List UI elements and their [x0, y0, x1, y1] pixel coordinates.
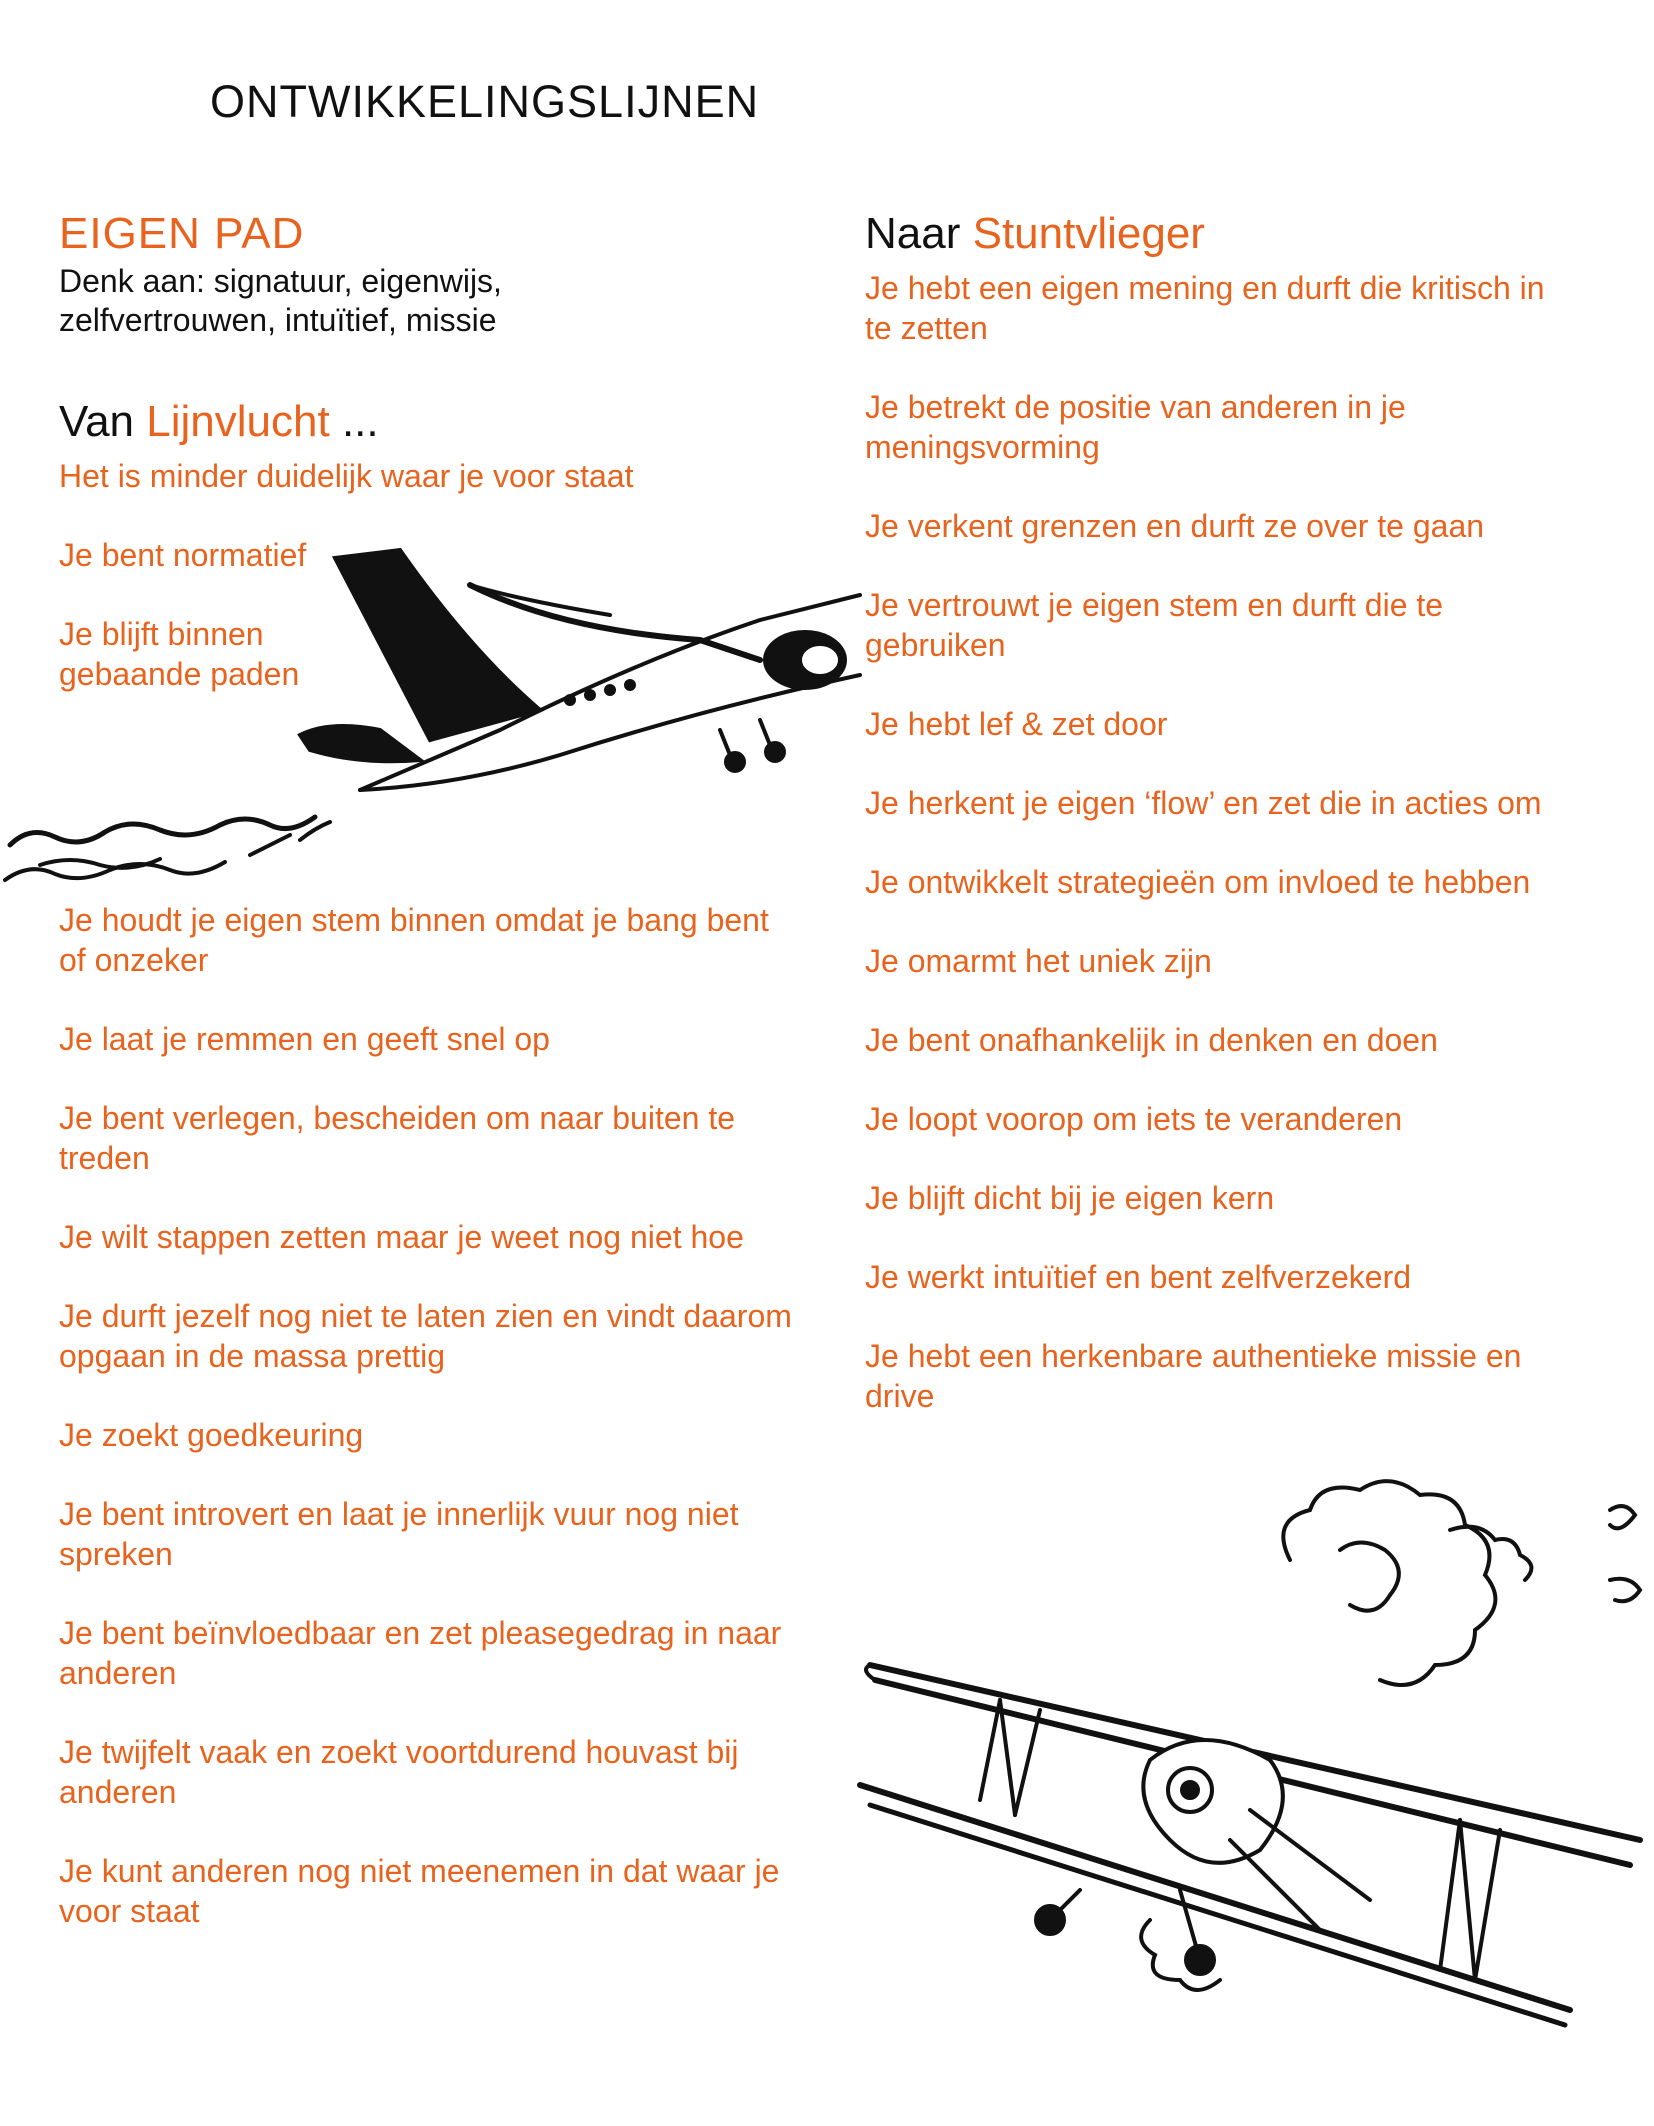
from-statements-list — [59, 900, 799, 1970]
from-statement: Je bent normatief — [59, 537, 307, 573]
to-prefix: Naar — [865, 209, 961, 258]
to-statement: Je hebt een herkenbare authentieke missie en drive — [865, 1338, 1522, 1414]
from-statement: Je bent introvert en laat je innerlijk vuur nog niet spreken — [59, 1496, 739, 1572]
to-statement: Je hebt een eigen mening en durft die kritisch in te zetten — [865, 270, 1545, 346]
to-name: Stuntvlieger — [972, 209, 1205, 258]
to-statement: Je blijft dicht bij je eigen kern — [865, 1180, 1275, 1216]
from-statement: Je durft jezelf nog niet te laten zien en vindt daarom opgaan in de massa prettig — [59, 1298, 792, 1374]
to-statement: Je bent onafhankelijk in denken en doen — [865, 1022, 1438, 1058]
from-statement: Het is minder duidelijk waar je voor staat — [59, 458, 634, 494]
from-statement: Je bent verlegen, bescheiden om naar buiten te treden — [59, 1100, 736, 1176]
to-statement: Je omarmt het uniek zijn — [865, 943, 1212, 979]
from-prefix: Van — [59, 397, 135, 446]
to-heading — [865, 206, 1565, 262]
from-statement: Je wilt stappen zetten maar je weet nog niet hoe — [59, 1219, 744, 1255]
to-statement: Je vertrouwt je eigen stem en durft die te gebruiken — [865, 587, 1444, 663]
from-statement: Je kunt anderen nog niet meenemen in dat waar je voor staat — [59, 1853, 780, 1929]
to-statement: Je verkent grenzen en durft ze over te gaan — [865, 508, 1485, 544]
right-column — [865, 206, 1565, 1455]
from-statement: Je laat je remmen en geeft snel op — [59, 1021, 550, 1057]
to-statement: Je hebt lef & zet door — [865, 706, 1168, 742]
to-statement: Je loopt voorop om iets te veranderen — [865, 1101, 1403, 1137]
page-title: ONTWIKKELINGSLIJNEN — [210, 76, 760, 127]
eigen-pad-title: EIGEN PAD — [59, 209, 305, 258]
to-statement: Je herkent je eigen ‘flow’ en zet die in acties om — [865, 785, 1542, 821]
from-statement: Je twijfelt vaak en zoekt voortdurend houvast bij anderen — [59, 1734, 739, 1810]
airliner-illustration — [0, 540, 865, 910]
eigen-pad-keywords-line2: zelfvertrouwen, intuïtief, missie — [59, 302, 497, 338]
from-heading — [59, 394, 799, 450]
from-statement: Je blijft binnen gebaande paden — [59, 616, 300, 692]
from-statement: Je bent beïnvloedbaar en zet pleasegedrag in naar anderen — [59, 1615, 782, 1691]
from-name: Lijnvlucht — [146, 397, 330, 446]
from-statement: Je houdt je eigen stem binnen omdat je bang bent of onzeker — [59, 902, 769, 978]
to-statement: Je betrekt de positie van anderen in je meningsvorming — [865, 389, 1406, 465]
to-statement: Je ontwikkelt strategieën om invloed te hebben — [865, 864, 1531, 900]
from-suffix: ... — [341, 397, 379, 446]
from-statement: Je zoekt goedkeuring — [59, 1417, 364, 1453]
eigen-pad-keywords-line1: Denk aan: signatuur, eigenwijs, — [59, 263, 502, 299]
to-statement: Je werkt intuïtief en bent zelfverzekerd — [865, 1259, 1412, 1295]
biplane-illustration — [850, 1470, 1650, 2030]
